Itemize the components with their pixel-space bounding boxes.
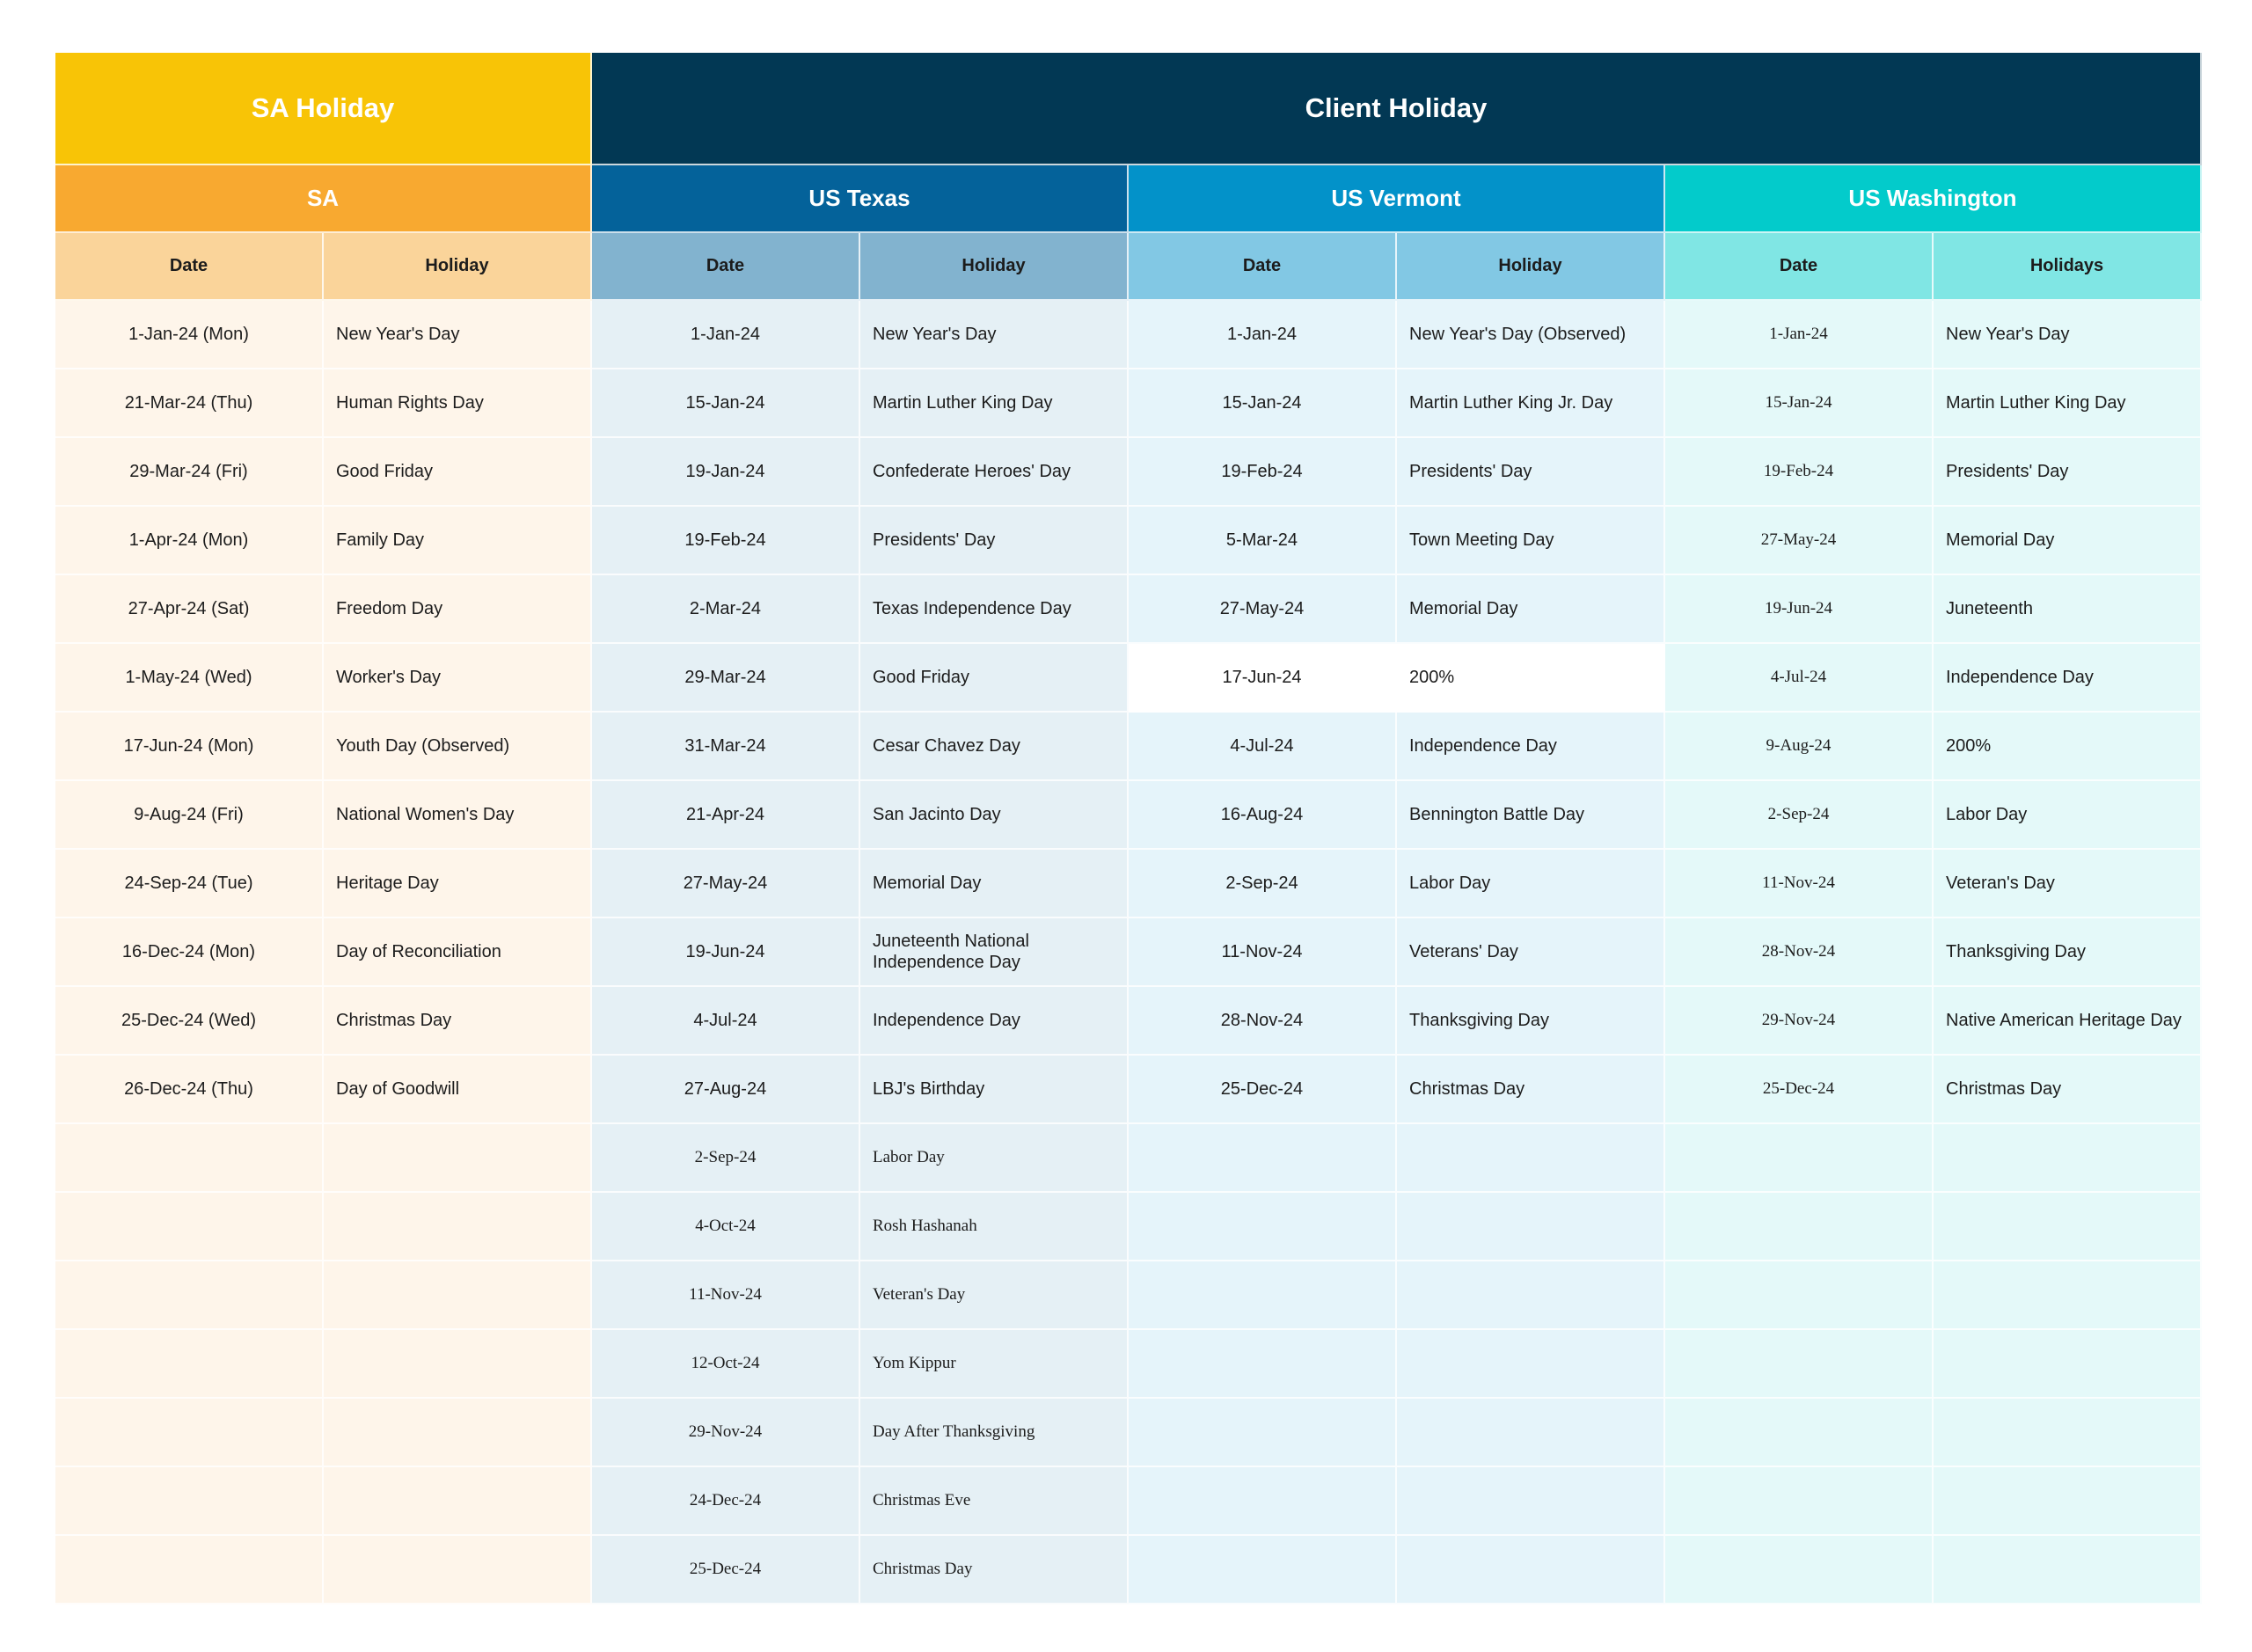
washington-holiday-cell: Native American Heritage Day xyxy=(1934,987,2202,1056)
washington-date-cell xyxy=(1665,1193,1934,1261)
texas-date-cell: 24-Dec-24 xyxy=(592,1467,860,1536)
vermont-date-cell: 27-May-24 xyxy=(1129,575,1397,644)
washington-date-cell xyxy=(1665,1399,1934,1467)
vermont-date-cell xyxy=(1129,1261,1397,1330)
region-header-us-washington: US Washington xyxy=(1665,165,2202,233)
sa-date-cell: 17-Jun-24 (Mon) xyxy=(55,713,324,781)
washington-date-cell xyxy=(1665,1124,1934,1193)
sa-date-cell: 27-Apr-24 (Sat) xyxy=(55,575,324,644)
washington-date-cell: 9-Aug-24 xyxy=(1665,713,1934,781)
column-header-vermont-date: Date xyxy=(1129,233,1397,301)
vermont-holiday-cell: New Year's Day (Observed) xyxy=(1397,301,1665,369)
client-holiday-group-header: Client Holiday xyxy=(592,53,2202,165)
washington-holiday-cell xyxy=(1934,1399,2202,1467)
vermont-holiday-cell xyxy=(1397,1261,1665,1330)
vermont-date-cell: 4-Jul-24 xyxy=(1129,713,1397,781)
sa-date-cell: 1-Apr-24 (Mon) xyxy=(55,507,324,575)
sa-holiday-cell xyxy=(324,1330,592,1399)
washington-holiday-cell xyxy=(1934,1261,2202,1330)
sa-holiday-cell: Day of Goodwill xyxy=(324,1056,592,1124)
sa-holiday-cell: National Women's Day xyxy=(324,781,592,850)
washington-holiday-cell: Memorial Day xyxy=(1934,507,2202,575)
vermont-date-cell xyxy=(1129,1467,1397,1536)
washington-date-cell: 2-Sep-24 xyxy=(1665,781,1934,850)
texas-date-cell: 27-Aug-24 xyxy=(592,1056,860,1124)
sa-holiday-cell: Christmas Day xyxy=(324,987,592,1056)
vermont-date-cell: 5-Mar-24 xyxy=(1129,507,1397,575)
sa-holiday-cell xyxy=(324,1124,592,1193)
vermont-date-cell: 25-Dec-24 xyxy=(1129,1056,1397,1124)
column-header-texas-holiday: Holiday xyxy=(860,233,1129,301)
washington-date-cell xyxy=(1665,1467,1934,1536)
sa-holiday-cell xyxy=(324,1536,592,1604)
sa-holiday-cell xyxy=(324,1193,592,1261)
washington-date-cell: 25-Dec-24 xyxy=(1665,1056,1934,1124)
texas-holiday-cell: Juneteenth National Independence Day xyxy=(860,918,1129,987)
vermont-holiday-cell: Christmas Day xyxy=(1397,1056,1665,1124)
sa-holiday-cell: Good Friday xyxy=(324,438,592,507)
washington-holiday-cell: Independence Day xyxy=(1934,644,2202,713)
washington-holiday-cell: Juneteenth xyxy=(1934,575,2202,644)
washington-holiday-cell: Presidents' Day xyxy=(1934,438,2202,507)
sa-date-cell xyxy=(55,1124,324,1193)
texas-holiday-cell: Day After Thanksgiving xyxy=(860,1399,1129,1467)
texas-holiday-cell: Yom Kippur xyxy=(860,1330,1129,1399)
vermont-date-cell: 11-Nov-24 xyxy=(1129,918,1397,987)
sa-holiday-cell xyxy=(324,1261,592,1330)
vermont-holiday-cell: Independence Day xyxy=(1397,713,1665,781)
washington-date-cell xyxy=(1665,1261,1934,1330)
texas-holiday-cell: Presidents' Day xyxy=(860,507,1129,575)
texas-date-cell: 25-Dec-24 xyxy=(592,1536,860,1604)
sa-date-cell: 25-Dec-24 (Wed) xyxy=(55,987,324,1056)
texas-holiday-cell: Good Friday xyxy=(860,644,1129,713)
texas-holiday-cell: New Year's Day xyxy=(860,301,1129,369)
region-header-sa: SA xyxy=(55,165,592,233)
sa-holiday-cell: Worker's Day xyxy=(324,644,592,713)
vermont-holiday-cell xyxy=(1397,1193,1665,1261)
texas-date-cell: 31-Mar-24 xyxy=(592,713,860,781)
washington-holiday-cell: Thanksgiving Day xyxy=(1934,918,2202,987)
washington-date-cell xyxy=(1665,1536,1934,1604)
sa-date-cell xyxy=(55,1467,324,1536)
vermont-holiday-cell: Veterans' Day xyxy=(1397,918,1665,987)
vermont-date-cell xyxy=(1129,1399,1397,1467)
sa-holiday-cell: Human Rights Day xyxy=(324,369,592,438)
sa-date-cell: 9-Aug-24 (Fri) xyxy=(55,781,324,850)
sa-date-cell: 24-Sep-24 (Tue) xyxy=(55,850,324,918)
texas-date-cell: 19-Feb-24 xyxy=(592,507,860,575)
vermont-holiday-cell xyxy=(1397,1330,1665,1399)
vermont-holiday-cell xyxy=(1397,1536,1665,1604)
sa-holiday-cell: Family Day xyxy=(324,507,592,575)
sa-date-cell: 26-Dec-24 (Thu) xyxy=(55,1056,324,1124)
texas-date-cell: 29-Mar-24 xyxy=(592,644,860,713)
vermont-date-cell: 2-Sep-24 xyxy=(1129,850,1397,918)
sa-holiday-cell xyxy=(324,1467,592,1536)
column-header-washington-date: Date xyxy=(1665,233,1934,301)
column-header-texas-date: Date xyxy=(592,233,860,301)
washington-holiday-cell xyxy=(1934,1193,2202,1261)
sa-holiday-cell: Heritage Day xyxy=(324,850,592,918)
sa-holiday-cell: Freedom Day xyxy=(324,575,592,644)
texas-date-cell: 4-Oct-24 xyxy=(592,1193,860,1261)
washington-holiday-cell xyxy=(1934,1536,2202,1604)
sa-date-cell xyxy=(55,1536,324,1604)
texas-holiday-cell: San Jacinto Day xyxy=(860,781,1129,850)
washington-holiday-cell: Martin Luther King Day xyxy=(1934,369,2202,438)
washington-date-cell: 4-Jul-24 xyxy=(1665,644,1934,713)
sa-date-cell xyxy=(55,1330,324,1399)
sa-holiday-group-header: SA Holiday xyxy=(55,53,592,165)
sa-date-cell: 21-Mar-24 (Thu) xyxy=(55,369,324,438)
vermont-holiday-cell xyxy=(1397,1467,1665,1536)
texas-date-cell: 27-May-24 xyxy=(592,850,860,918)
sa-date-cell xyxy=(55,1261,324,1330)
vermont-holiday-cell: Bennington Battle Day xyxy=(1397,781,1665,850)
vermont-holiday-cell: Memorial Day xyxy=(1397,575,1665,644)
sa-date-cell: 16-Dec-24 (Mon) xyxy=(55,918,324,987)
texas-holiday-cell: Texas Independence Day xyxy=(860,575,1129,644)
texas-date-cell: 2-Mar-24 xyxy=(592,575,860,644)
texas-date-cell: 15-Jan-24 xyxy=(592,369,860,438)
texas-holiday-cell: Cesar Chavez Day xyxy=(860,713,1129,781)
washington-holiday-cell: Christmas Day xyxy=(1934,1056,2202,1124)
washington-holiday-cell: New Year's Day xyxy=(1934,301,2202,369)
holiday-table xyxy=(55,53,2202,1604)
vermont-date-cell xyxy=(1129,1124,1397,1193)
region-header-us-texas: US Texas xyxy=(592,165,1129,233)
washington-date-cell: 27-May-24 xyxy=(1665,507,1934,575)
texas-date-cell: 12-Oct-24 xyxy=(592,1330,860,1399)
texas-holiday-cell: Christmas Eve xyxy=(860,1467,1129,1536)
sa-date-cell xyxy=(55,1399,324,1467)
vermont-holiday-cell: Presidents' Day xyxy=(1397,438,1665,507)
vermont-holiday-cell xyxy=(1397,1124,1665,1193)
texas-date-cell: 19-Jan-24 xyxy=(592,438,860,507)
sa-date-cell xyxy=(55,1193,324,1261)
washington-date-cell: 19-Jun-24 xyxy=(1665,575,1934,644)
texas-date-cell: 2-Sep-24 xyxy=(592,1124,860,1193)
texas-date-cell: 19-Jun-24 xyxy=(592,918,860,987)
washington-date-cell: 29-Nov-24 xyxy=(1665,987,1934,1056)
texas-date-cell: 21-Apr-24 xyxy=(592,781,860,850)
washington-date-cell: 1-Jan-24 xyxy=(1665,301,1934,369)
texas-holiday-cell: Confederate Heroes' Day xyxy=(860,438,1129,507)
washington-holiday-cell: Veteran's Day xyxy=(1934,850,2202,918)
texas-holiday-cell: Christmas Day xyxy=(860,1536,1129,1604)
sa-holiday-cell: Youth Day (Observed) xyxy=(324,713,592,781)
washington-date-cell: 19-Feb-24 xyxy=(1665,438,1934,507)
vermont-date-cell: 15-Jan-24 xyxy=(1129,369,1397,438)
washington-holiday-cell xyxy=(1934,1124,2202,1193)
vermont-date-cell xyxy=(1129,1536,1397,1604)
vermont-date-cell: 17-Jun-24 xyxy=(1129,644,1397,713)
texas-holiday-cell: Veteran's Day xyxy=(860,1261,1129,1330)
washington-holiday-cell: 200% xyxy=(1934,713,2202,781)
washington-date-cell: 15-Jan-24 xyxy=(1665,369,1934,438)
vermont-holiday-cell: Town Meeting Day xyxy=(1397,507,1665,575)
texas-holiday-cell: Rosh Hashanah xyxy=(860,1193,1129,1261)
washington-date-cell: 28-Nov-24 xyxy=(1665,918,1934,987)
texas-holiday-cell: Labor Day xyxy=(860,1124,1129,1193)
column-header-sa-holiday: Holiday xyxy=(324,233,592,301)
washington-date-cell: 11-Nov-24 xyxy=(1665,850,1934,918)
washington-date-cell xyxy=(1665,1330,1934,1399)
texas-date-cell: 29-Nov-24 xyxy=(592,1399,860,1467)
column-header-washington-holidays: Holidays xyxy=(1934,233,2202,301)
vermont-holiday-cell: Labor Day xyxy=(1397,850,1665,918)
vermont-date-cell xyxy=(1129,1193,1397,1261)
vermont-holiday-cell: Thanksgiving Day xyxy=(1397,987,1665,1056)
column-header-vermont-holiday: Holiday xyxy=(1397,233,1665,301)
sa-holiday-cell: New Year's Day xyxy=(324,301,592,369)
washington-holiday-cell xyxy=(1934,1330,2202,1399)
column-header-sa-date: Date xyxy=(55,233,324,301)
vermont-date-cell: 28-Nov-24 xyxy=(1129,987,1397,1056)
sa-date-cell: 29-Mar-24 (Fri) xyxy=(55,438,324,507)
vermont-date-cell: 1-Jan-24 xyxy=(1129,301,1397,369)
vermont-holiday-cell: Martin Luther King Jr. Day xyxy=(1397,369,1665,438)
sa-date-cell: 1-Jan-24 (Mon) xyxy=(55,301,324,369)
texas-date-cell: 4-Jul-24 xyxy=(592,987,860,1056)
texas-date-cell: 1-Jan-24 xyxy=(592,301,860,369)
texas-holiday-cell: Independence Day xyxy=(860,987,1129,1056)
region-header-us-vermont: US Vermont xyxy=(1129,165,1665,233)
vermont-date-cell: 16-Aug-24 xyxy=(1129,781,1397,850)
texas-holiday-cell: LBJ's Birthday xyxy=(860,1056,1129,1124)
texas-holiday-cell: Memorial Day xyxy=(860,850,1129,918)
vermont-date-cell xyxy=(1129,1330,1397,1399)
sa-holiday-cell: Day of Reconciliation xyxy=(324,918,592,987)
sa-holiday-cell xyxy=(324,1399,592,1467)
texas-holiday-cell: Martin Luther King Day xyxy=(860,369,1129,438)
vermont-date-cell: 19-Feb-24 xyxy=(1129,438,1397,507)
texas-date-cell: 11-Nov-24 xyxy=(592,1261,860,1330)
vermont-holiday-cell xyxy=(1397,1399,1665,1467)
vermont-holiday-cell: 200% xyxy=(1397,644,1665,713)
washington-holiday-cell: Labor Day xyxy=(1934,781,2202,850)
washington-holiday-cell xyxy=(1934,1467,2202,1536)
sa-date-cell: 1-May-24 (Wed) xyxy=(55,644,324,713)
